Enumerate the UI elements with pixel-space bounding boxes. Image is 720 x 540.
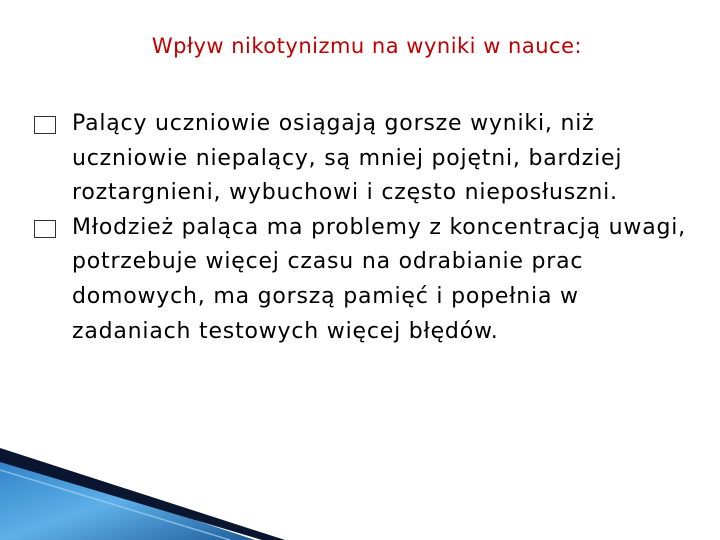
bullet-text: Palący uczniowie osiągają gorsze wyniki, niż uczniowie niepalący, są mniej pojętni, bardziej roztargnieni, wybuchowi i często nieposłuszni. [72,111,623,206]
bullet-text: Młodzież paląca ma problemy z koncentracją uwagi, potrzebuje więcej czasu na odrabianie prac domowych, ma gorszą pamięć i popełnia w zadaniach testowych więcej błędów. [72,214,686,344]
slide-title-text: Wpływ nikotynizmu na wyniki w nauce: [151,34,583,58]
